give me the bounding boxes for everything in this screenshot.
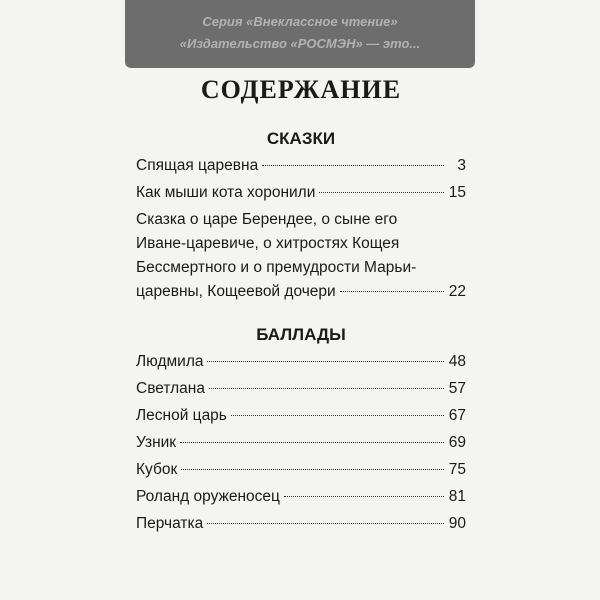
entry-page: 81	[448, 488, 466, 505]
header-line-2: «Издательство «РОСМЭН» — это...	[179, 36, 421, 51]
entry-title-line: Сказка о царе Берендее, о сыне его	[136, 211, 398, 228]
entry-page: 69	[448, 434, 466, 451]
toc-entry[interactable]	[136, 350, 466, 374]
entry-title: Спящая царевна	[136, 157, 259, 174]
dot-leader	[207, 361, 444, 362]
entry-page: 22	[448, 283, 466, 300]
dot-leader	[209, 388, 444, 389]
toc-title: СОДЕРЖАНИЕ	[200, 75, 402, 104]
entry-title: Перчатка	[136, 515, 204, 532]
entry-title: Узник	[136, 434, 177, 451]
entry-page: 48	[448, 353, 466, 370]
dot-leader	[284, 496, 444, 497]
dot-leader	[262, 165, 444, 166]
toc-entry[interactable]	[136, 431, 466, 455]
entry-page: 3	[457, 157, 466, 174]
entry-title-line: царевны, Кощеевой дочери	[136, 283, 336, 300]
entry-page: 57	[448, 380, 466, 397]
toc-entry[interactable]	[136, 154, 466, 178]
entry-page: 67	[448, 407, 466, 424]
toc-entry[interactable]	[136, 377, 466, 401]
dot-leader	[231, 415, 444, 416]
table-of-contents	[136, 70, 466, 536]
entry-page: 75	[448, 461, 466, 478]
entry-title-line: Бессмертного и о премудрости Марьи-	[136, 259, 417, 276]
toc-entry[interactable]	[136, 485, 466, 509]
dot-leader	[207, 523, 444, 524]
entry-title: Кубок	[136, 461, 178, 478]
entry-title: Роланд оруженосец	[136, 488, 280, 505]
entry-title: Как мыши кота хоронили	[136, 184, 316, 201]
entry-title: Людмила	[136, 353, 204, 370]
dot-leader	[319, 192, 444, 193]
toc-entry[interactable]	[136, 512, 466, 536]
header-band	[125, 0, 475, 68]
section-title-ballads: БАЛЛАДЫ	[256, 325, 346, 344]
entry-title-line: Иване-царевиче, о хитростях Кощея	[136, 235, 400, 252]
toc-entry[interactable]	[136, 404, 466, 428]
entry-title: Лесной царь	[136, 407, 227, 424]
entry-page: 90	[448, 515, 466, 532]
toc-entry[interactable]	[136, 181, 466, 205]
toc-entry[interactable]	[136, 208, 466, 304]
entry-title: Светлана	[136, 380, 205, 397]
entry-page: 15	[448, 184, 466, 201]
dot-leader	[340, 291, 444, 292]
dot-leader	[180, 442, 444, 443]
dot-leader	[181, 469, 444, 470]
header-line-1: Серия «Внеклассное чтение»	[202, 14, 398, 29]
section-title-fairy-tales: СКАЗКИ	[266, 129, 336, 148]
toc-entry[interactable]	[136, 458, 466, 482]
